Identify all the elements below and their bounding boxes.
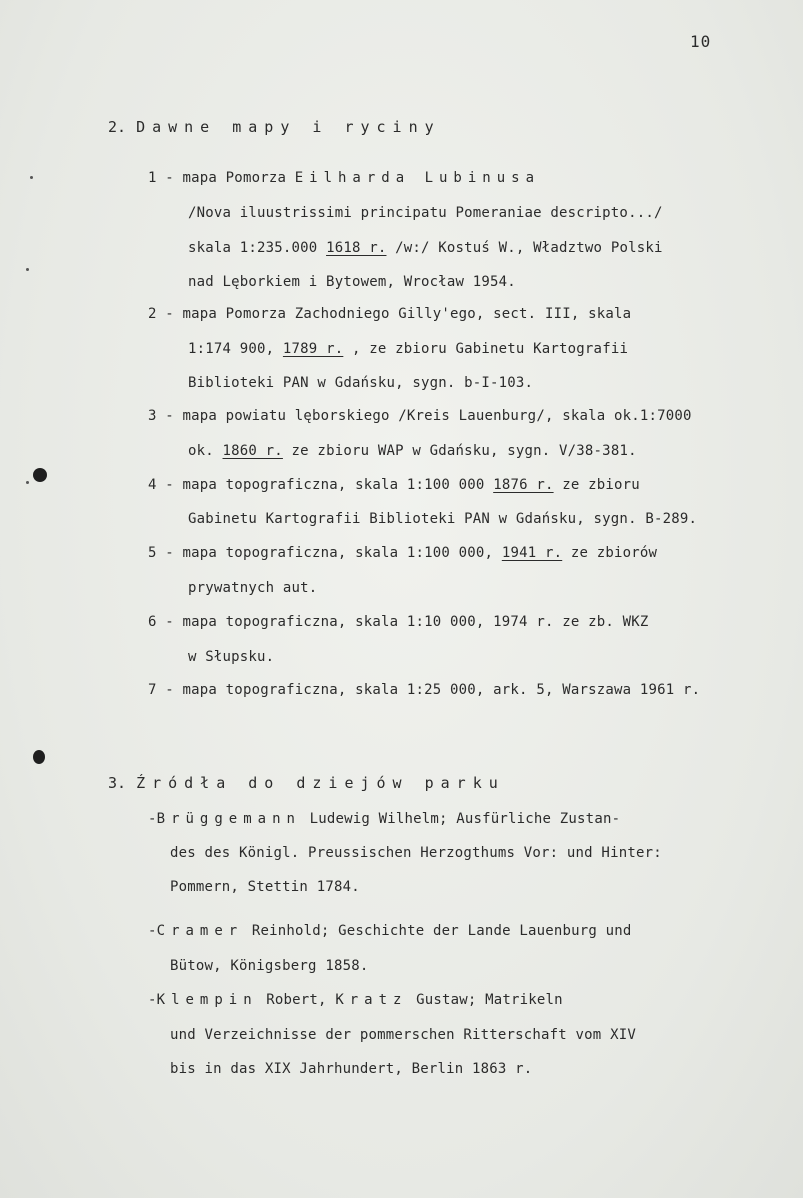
- item-text: skala 1:235.000: [188, 240, 327, 256]
- author-name: Brüggemann: [156, 811, 301, 827]
- item-text: ze zbioru WAP w Gdańsku, sygn. V/38-381.: [282, 443, 637, 459]
- map-item-7: [148, 682, 700, 698]
- section-3-number: 3.: [108, 774, 127, 792]
- item-text: , ze zbioru Gabinetu Kartografii: [343, 341, 629, 357]
- author-name: Cramer: [156, 923, 244, 939]
- item-number: 2: [148, 306, 157, 322]
- map-item-5-line-2: prywatnych aut.: [188, 580, 318, 596]
- item-number: 1: [148, 170, 157, 186]
- author-name: Eilharda Lubinusa: [294, 170, 541, 186]
- item-text: ok.: [188, 443, 223, 459]
- source-entry-2-line-2: Bütow, Königsberg 1858.: [170, 958, 369, 974]
- map-year: 1860 r.: [222, 443, 283, 459]
- item-text: - mapa topograficzna, skala 1:10 000, 1974 r. ze zb. WKZ: [165, 614, 649, 630]
- source-entry-1-line-2: des des Königl. Preussischen Herzogthums Vor: und Hinter:: [170, 845, 662, 861]
- item-number: 6: [148, 614, 157, 630]
- section-3-title: Źródła do dziejów parku: [136, 774, 505, 792]
- item-text: ze zbioru: [553, 477, 640, 493]
- item-number: 5: [148, 545, 157, 561]
- item-number: 7: [148, 682, 157, 698]
- map-year: 1941 r.: [501, 545, 563, 561]
- item-number: 3: [148, 408, 157, 424]
- entry-dash: -: [148, 992, 157, 1008]
- map-item-4: [148, 477, 640, 493]
- map-item-1-line-4: nad Lęborkiem i Bytowem, Wrocław 1954.: [188, 274, 516, 290]
- punch-hole-mark: [33, 468, 47, 482]
- entry-dash: -: [148, 811, 157, 827]
- entry-text: Ludewig Wilhelm; Ausfürliche Zustan-: [300, 811, 621, 827]
- item-number: 4: [148, 477, 157, 493]
- entry-text: Robert,: [257, 992, 336, 1008]
- entry-text: Gustaw; Matrikeln: [407, 992, 563, 1008]
- map-item-1-line-2: /Nova iluustrissimi principatu Pomeraniae descripto.../: [188, 205, 663, 221]
- source-entry-3-line-3: bis in das XIX Jahrhundert, Berlin 1863 r.: [170, 1061, 533, 1077]
- item-text: - mapa Pomorza: [165, 170, 295, 186]
- map-item-1: [148, 170, 540, 186]
- map-year: 1618 r.: [326, 240, 387, 256]
- page-number: 10: [690, 32, 712, 51]
- map-item-3-line-2: [188, 443, 637, 459]
- source-entry-1: [148, 811, 620, 827]
- map-item-2-line-2: [188, 341, 628, 357]
- source-entry-2: [148, 923, 632, 939]
- margin-speck: [26, 268, 29, 271]
- author-name: Klempin: [156, 992, 258, 1008]
- map-item-2-line-3: Biblioteki PAN w Gdańsku, sygn. b-I-103.: [188, 375, 534, 391]
- entry-dash: -: [148, 923, 157, 939]
- map-item-5: [148, 545, 657, 561]
- map-item-4-line-2: Gabinetu Kartografii Biblioteki PAN w Gdańsku, sygn. B-289.: [188, 511, 698, 527]
- item-text: - mapa Pomorza Zachodniego Gilly'ego, sect. III, skala: [165, 306, 632, 322]
- item-text: 1:174 900,: [188, 341, 283, 357]
- source-entry-3: [148, 992, 563, 1008]
- item-text: - mapa topograficzna, skala 1:100 000: [165, 477, 494, 493]
- source-entry-1-line-3: Pommern, Stettin 1784.: [170, 879, 360, 895]
- map-item-2: [148, 306, 631, 322]
- item-text: - mapa topograficzna, skala 1:100 000,: [165, 545, 502, 561]
- item-text: /w:/ Kostuś W., Władztwo Polski: [386, 240, 663, 256]
- map-item-1-line-3: [188, 240, 663, 256]
- map-year: 1876 r.: [493, 477, 554, 493]
- item-text: ze zbiorów: [562, 545, 658, 561]
- section-3-heading: [108, 774, 505, 792]
- section-2-heading: [108, 118, 441, 136]
- map-item-6: [148, 614, 649, 630]
- item-text: - mapa powiatu lęborskiego /Kreis Lauenburg/, skala ok.1:7000: [165, 408, 692, 424]
- section-2-title: Dawne mapy i ryciny: [136, 118, 441, 136]
- map-item-6-line-2: w Słupsku.: [188, 649, 275, 665]
- margin-speck: [26, 481, 29, 484]
- margin-speck: [30, 176, 33, 179]
- item-text: - mapa topograficzna, skala 1:25 000, ark. 5, Warszawa 1961 r.: [165, 682, 701, 698]
- author-name-2: Kratz: [335, 992, 408, 1008]
- map-item-3: [148, 408, 692, 424]
- section-2-number: 2.: [108, 118, 127, 136]
- entry-text: Reinhold; Geschichte der Lande Lauenburg und: [243, 923, 632, 939]
- map-year: 1789 r.: [282, 341, 344, 357]
- source-entry-3-line-2: und Verzeichnisse der pommerschen Ritterschaft vom XIV: [170, 1027, 636, 1043]
- punch-hole-mark: [33, 750, 45, 764]
